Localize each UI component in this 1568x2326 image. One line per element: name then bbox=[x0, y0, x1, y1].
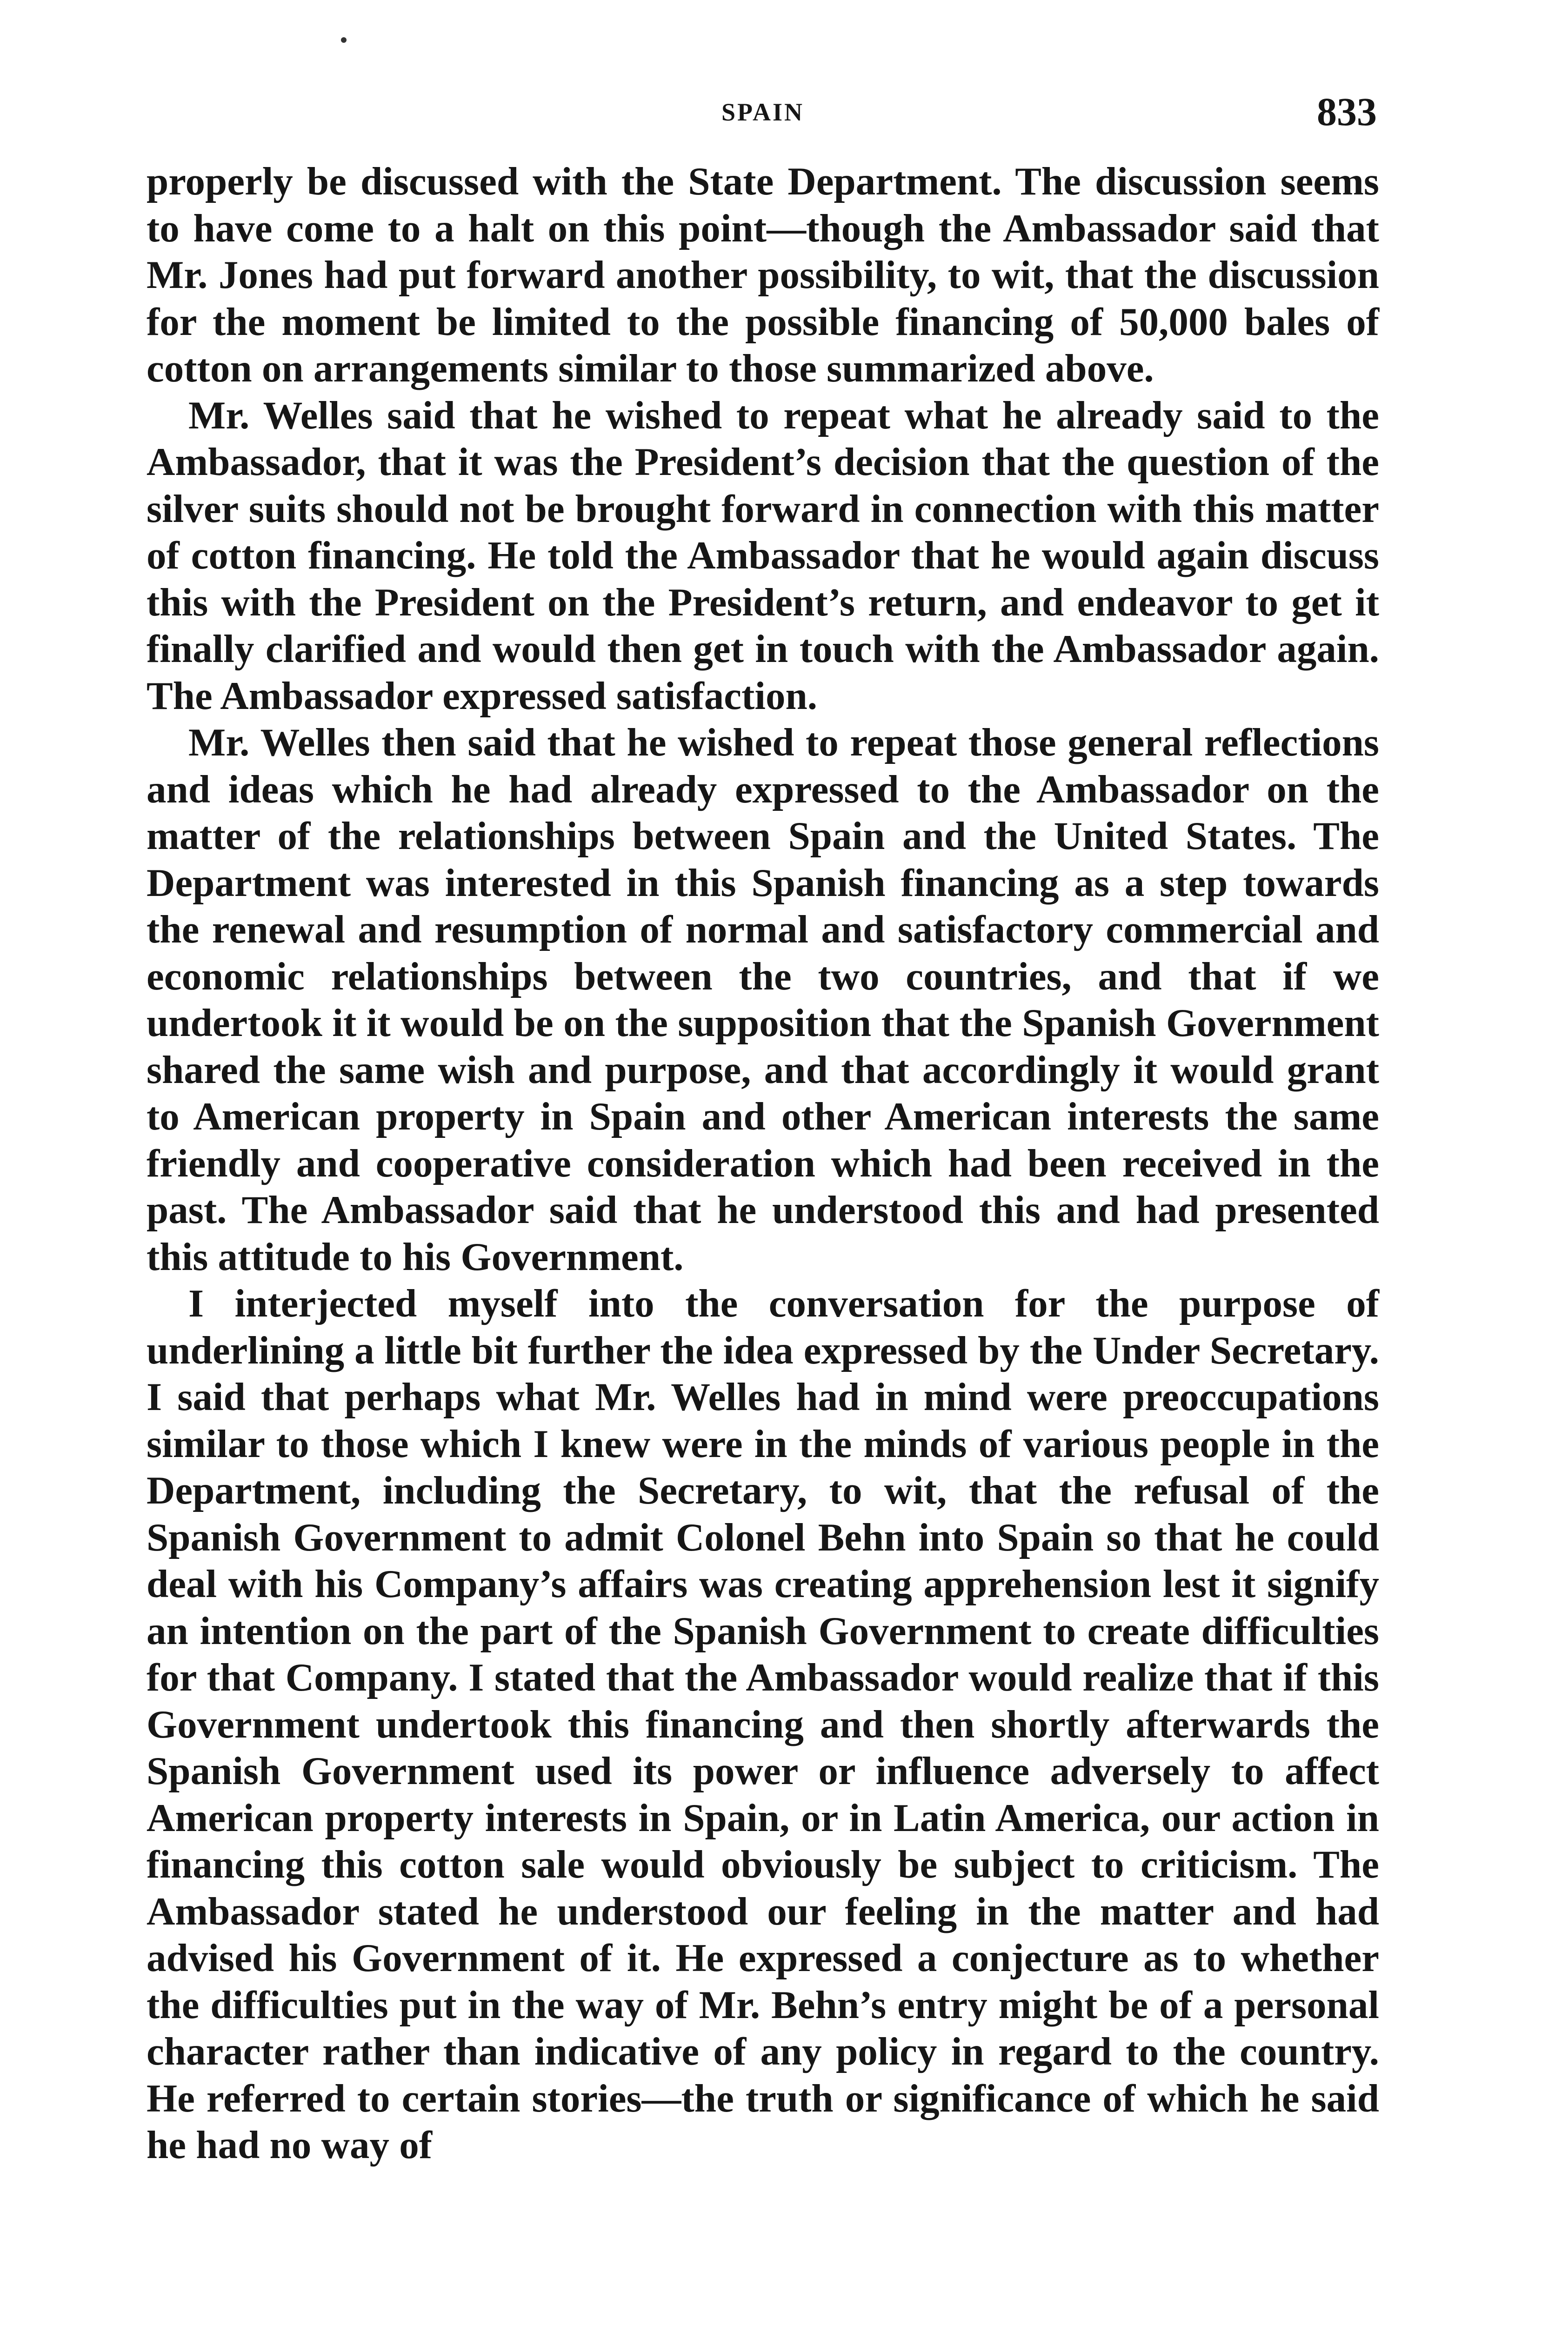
scan-speck bbox=[341, 37, 347, 43]
running-title: SPAIN bbox=[721, 98, 805, 126]
body-text bbox=[147, 158, 1379, 2169]
paragraph: Mr. Welles then said that he wished to repeat those general reflections and ideas which he had already expressed to the Ambassador on the matter of the relationships between Spain and the United States. The Department was interested in this Spanish financing as a step towards the renewal and resumption of normal and satisfactory commercial and economic relationships between the two countries, and that if we undertook it it would be on the supposition that the Spanish Government shared the same wish and purpose, and that accordingly it would grant to American property in Spain and other American interests the same friendly and cooperative consideration which had been received in the past. The Ambassador said that he understood this and had presented this attitude to his Government. bbox=[147, 721, 1379, 1279]
paragraph-continued: properly be discussed with the State Department. The discussion seems to have come to a halt on this point—though the Ambassador said that Mr. Jones had put forward another possibility, to wit, that the discussion for the moment be limited to the possible financing of 50,000 bales of cotton on arrangements similar to those summarized above. bbox=[147, 160, 1379, 390]
paragraph: Mr. Welles said that he wished to repeat what he already said to the Ambassador, that it was the President’s decision that the question of the silver suits should not be brought forward in connection with this matter of cotton financing. He told the Ambassador that he would again discuss this with the President on the President’s return, and endeavor to get it finally clarified and would then get in touch with the Ambassador again. The Ambassador expressed satisfaction. bbox=[147, 393, 1379, 718]
running-header bbox=[149, 88, 1377, 140]
paragraph: I interjected myself into the conversation for the purpose of underlining a little bit further the idea expressed by the Under Secretary. I said that perhaps what Mr. Welles had in mind were preoccupations similar to those which I knew were in the minds of various people in the Department, including the Secretary, to wit, that the refusal of the Spanish Government to admit Colonel Behn into Spain so that he could deal with his Company’s affairs was creating apprehension lest it signify an intention on the part of the Spanish Government to create difficulties for that Company. I stated that the Ambassador would realize that if this Government undertook this financing and then shortly afterwards the Spanish Government used its power or influence adversely to affect American property interests in Spain, or in Latin America, our action in financing this cotton sale would obviously be subject to criticism. The Ambassador stated he understood our feeling in the matter and had advised his Government of it. He expressed a conjecture as to whether the difficulties put in the way of Mr. Behn’s entry might be of a personal character rather than indicative of any policy in regard to the country. He referred to certain stories—the truth or significance of which he said he had no way of bbox=[147, 1282, 1379, 2167]
page-number: 833 bbox=[1317, 89, 1377, 134]
